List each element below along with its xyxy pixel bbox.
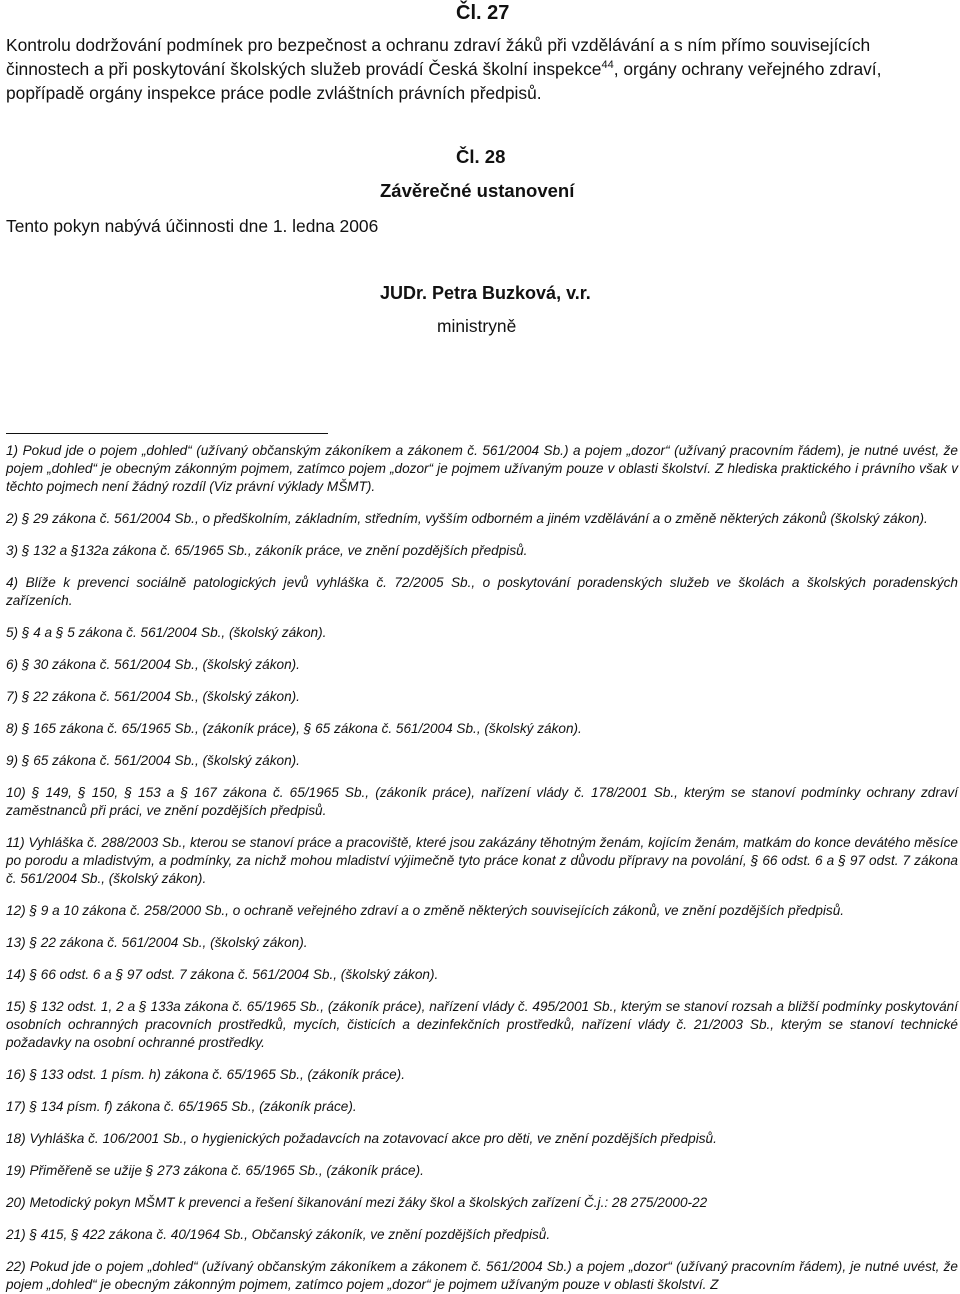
footnote-21 xyxy=(6,1226,958,1244)
effective-date-text: Tento pokyn nabývá účinnosti dne 1. ledna 2006 xyxy=(6,216,379,236)
footnote-text: § 22 zákona č. 561/2004 Sb., (školský zákon). xyxy=(29,935,308,950)
article-27-body xyxy=(6,33,958,105)
footnote-13 xyxy=(6,934,958,952)
article-28-heading: Čl. 28 xyxy=(456,146,506,167)
footnote-text: § 4 a § 5 zákona č. 561/2004 Sb., (školský zákon). xyxy=(21,625,327,640)
footnote-text: Pokud jde o pojem „dohled“ (užívaný občanským zákoníkem a zákonem č. 561/2004 Sb.) a pojem „dozor“ (užívaný pracovním řádem), je nutné uvést, že pojem „dohled“ je obecným zákonným pojmem, zatímco pojem „dozor“ je pojmem užívaným pouze v oblasti školství. Z xyxy=(6,1259,958,1292)
footnote-number: 10) xyxy=(6,785,32,800)
signatory-role: ministryně xyxy=(437,316,517,336)
footnote-number: 12) xyxy=(6,903,30,918)
footnote-text: § 133 odst. 1 písm. h) zákona č. 65/1965 Sb., (zákoník práce). xyxy=(29,1067,405,1082)
footnote-text: Metodický pokyn MŠMT k prevenci a řešení šikanování mezi žáky škol a školských zařízení Č.j.: 28 275/2000-22 xyxy=(29,1195,708,1210)
footnote-number: 15) xyxy=(6,999,30,1014)
footnote-number: 5) xyxy=(6,625,22,640)
article-27-text: Kontrolu dodržování podmínek pro bezpečnost a ochranu zdraví žáků při vzdělávání a s ním přímo souvisejících činnostech a při poskytování školských služeb provádí Česká školní inspekce xyxy=(6,35,871,79)
footnote-number: 13) xyxy=(6,935,30,950)
footnote-text: § 415, § 422 zákona č. 40/1964 Sb., Občanský zákoník, ve znění pozdějších předpisů. xyxy=(29,1227,551,1242)
footnote-1 xyxy=(6,442,958,496)
footnote-ref-44: 44 xyxy=(601,59,614,72)
footnote-number: 14) xyxy=(6,967,30,982)
article-27-text-continued: , orgány ochrany veřejného zdraví, popřípadě orgány inspekce práce podle zvláštních právních předpisů. xyxy=(6,59,882,103)
footnote-number: 3) xyxy=(6,543,22,558)
footnote-11 xyxy=(6,834,958,888)
footnote-text: Blíže k prevenci sociálně patologických jevů vyhláška č. 72/2005 Sb., o poskytování poradenských služeb ve školách a školských poradenských zařízeních. xyxy=(6,575,958,608)
footnotes-list xyxy=(6,442,958,1294)
footnote-number: 4) xyxy=(6,575,26,590)
footnote-text: § 149, § 150, § 153 a § 167 zákona č. 65/1965 Sb., (zákoník práce), nařízení vlády č. 178/2001 Sb., kterým se stanoví podmínky ochrany zdraví zaměstnanců při práci, ve znění pozdějších předpisů. xyxy=(6,785,958,818)
footnote-18 xyxy=(6,1130,958,1148)
footnote-number: 2) xyxy=(6,511,22,526)
footnote-text: § 134 písm. f) zákona č. 65/1965 Sb., (zákoník práce). xyxy=(29,1099,357,1114)
footnote-text: § 29 zákona č. 561/2004 Sb., o předškolním, základním, středním, vyšším odborném a jiném vzdělávání a o změně některých zákonů (školský zákon). xyxy=(21,511,928,526)
footnote-number: 18) xyxy=(6,1131,30,1146)
footnote-number: 7) xyxy=(6,689,22,704)
footnote-number: 20) xyxy=(6,1195,30,1210)
article-27-heading: Čl. 27 xyxy=(456,2,510,24)
footnote-12 xyxy=(6,902,958,920)
footnote-text: Přiměřeně se užije § 273 zákona č. 65/1965 Sb., (zákoník práce). xyxy=(29,1163,424,1178)
footnote-text: § 66 odst. 6 a § 97 odst. 7 zákona č. 561/2004 Sb., (školský zákon). xyxy=(29,967,439,982)
footnote-10 xyxy=(6,784,958,820)
footnote-text: § 9 a 10 zákona č. 258/2000 Sb., o ochraně veřejného zdraví a o změně některých souvisejících zákonů, ve znění pozdějších předpisů. xyxy=(29,903,845,918)
footnote-text: Vyhláška č. 288/2003 Sb., kterou se stanoví práce a pracoviště, které jsou zakázány těhotným ženám, kojícím ženám, matkám do konce devátého měsíce po porodu a mladistvým, a podmínky, za nichž mohou mladiství výjimečně tyto práce konat z důvodu přípravy na povolání, § 66 odst. 6 a § 97 odst. 7 zákona č. 561/2004 Sb., (školský zákon). xyxy=(6,835,958,886)
footnote-19 xyxy=(6,1162,958,1180)
footnote-text: § 165 zákona č. 65/1965 Sb., (zákoník práce), § 65 zákona č. 561/2004 Sb., (školský zákon). xyxy=(21,721,582,736)
footnote-text: § 22 zákona č. 561/2004 Sb., (školský zákon). xyxy=(21,689,300,704)
footnote-text: § 132 odst. 1, 2 a § 133a zákona č. 65/1965 Sb., (zákoník práce), nařízení vlády č. 495/2001 Sb., kterým se stanoví rozsah a bližší podmínky poskytování osobních ochranných pracovních prostředků, mycích, čisticích a dezinfekčních prostředků, nařízení vlády č. 21/2003 Sb., kterým se stanoví technické požadavky na osobní ochranné prostředky. xyxy=(6,999,959,1050)
footnote-16 xyxy=(6,1066,958,1084)
footnote-number: 17) xyxy=(6,1099,30,1114)
footnote-text: § 65 zákona č. 561/2004 Sb., (školský zákon). xyxy=(21,753,300,768)
footnote-number: 9) xyxy=(6,753,22,768)
footnote-number: 1) xyxy=(6,443,23,458)
footnote-separator xyxy=(6,433,328,434)
footnote-number: 22) xyxy=(6,1259,30,1274)
article-28-title: Závěrečné ustanovení xyxy=(380,180,575,201)
footnote-number: 16) xyxy=(6,1067,30,1082)
footnote-22 xyxy=(6,1258,958,1294)
footnote-4 xyxy=(6,574,958,610)
footnote-8 xyxy=(6,720,958,738)
footnote-17 xyxy=(6,1098,958,1116)
footnote-number: 11) xyxy=(6,835,29,850)
footnote-2 xyxy=(6,510,958,528)
footnote-15 xyxy=(6,998,958,1052)
footnote-text: § 132 a §132a zákona č. 65/1965 Sb., zákoník práce, ve znění pozdějších předpisů. xyxy=(21,543,528,558)
footnote-number: 19) xyxy=(6,1163,30,1178)
footnote-9 xyxy=(6,752,958,770)
signatory-name: JUDr. Petra Buzková, v.r. xyxy=(380,283,591,303)
footnote-5 xyxy=(6,624,958,642)
footnote-3 xyxy=(6,542,958,560)
footnote-number: 6) xyxy=(6,657,22,672)
footnote-number: 8) xyxy=(6,721,22,736)
footnote-number: 21) xyxy=(6,1227,30,1242)
footnote-text: Vyhláška č. 106/2001 Sb., o hygienických požadavcích na zotavovací akce pro děti, ve znění pozdějších předpisů. xyxy=(29,1131,717,1146)
footnote-7 xyxy=(6,688,958,706)
footnote-20 xyxy=(6,1194,958,1212)
footnote-6 xyxy=(6,656,958,674)
footnote-text: § 30 zákona č. 561/2004 Sb., (školský zákon). xyxy=(21,657,300,672)
footnote-14 xyxy=(6,966,958,984)
footnote-text: Pokud jde o pojem „dohled“ (užívaný občanským zákoníkem a zákonem č. 561/2004 Sb.) a pojem „dozor“ (užívaný pracovním řádem), je nutné uvést, že pojem „dohled“ je obecným zákonným pojmem, zatímco pojem „dozor“ je pojmem užívaným pouze v oblasti školství. Z hlediska praktického i právního však v těchto pojmech není žádný rozdíl (Viz právní výklady MŠMT). xyxy=(6,443,958,494)
